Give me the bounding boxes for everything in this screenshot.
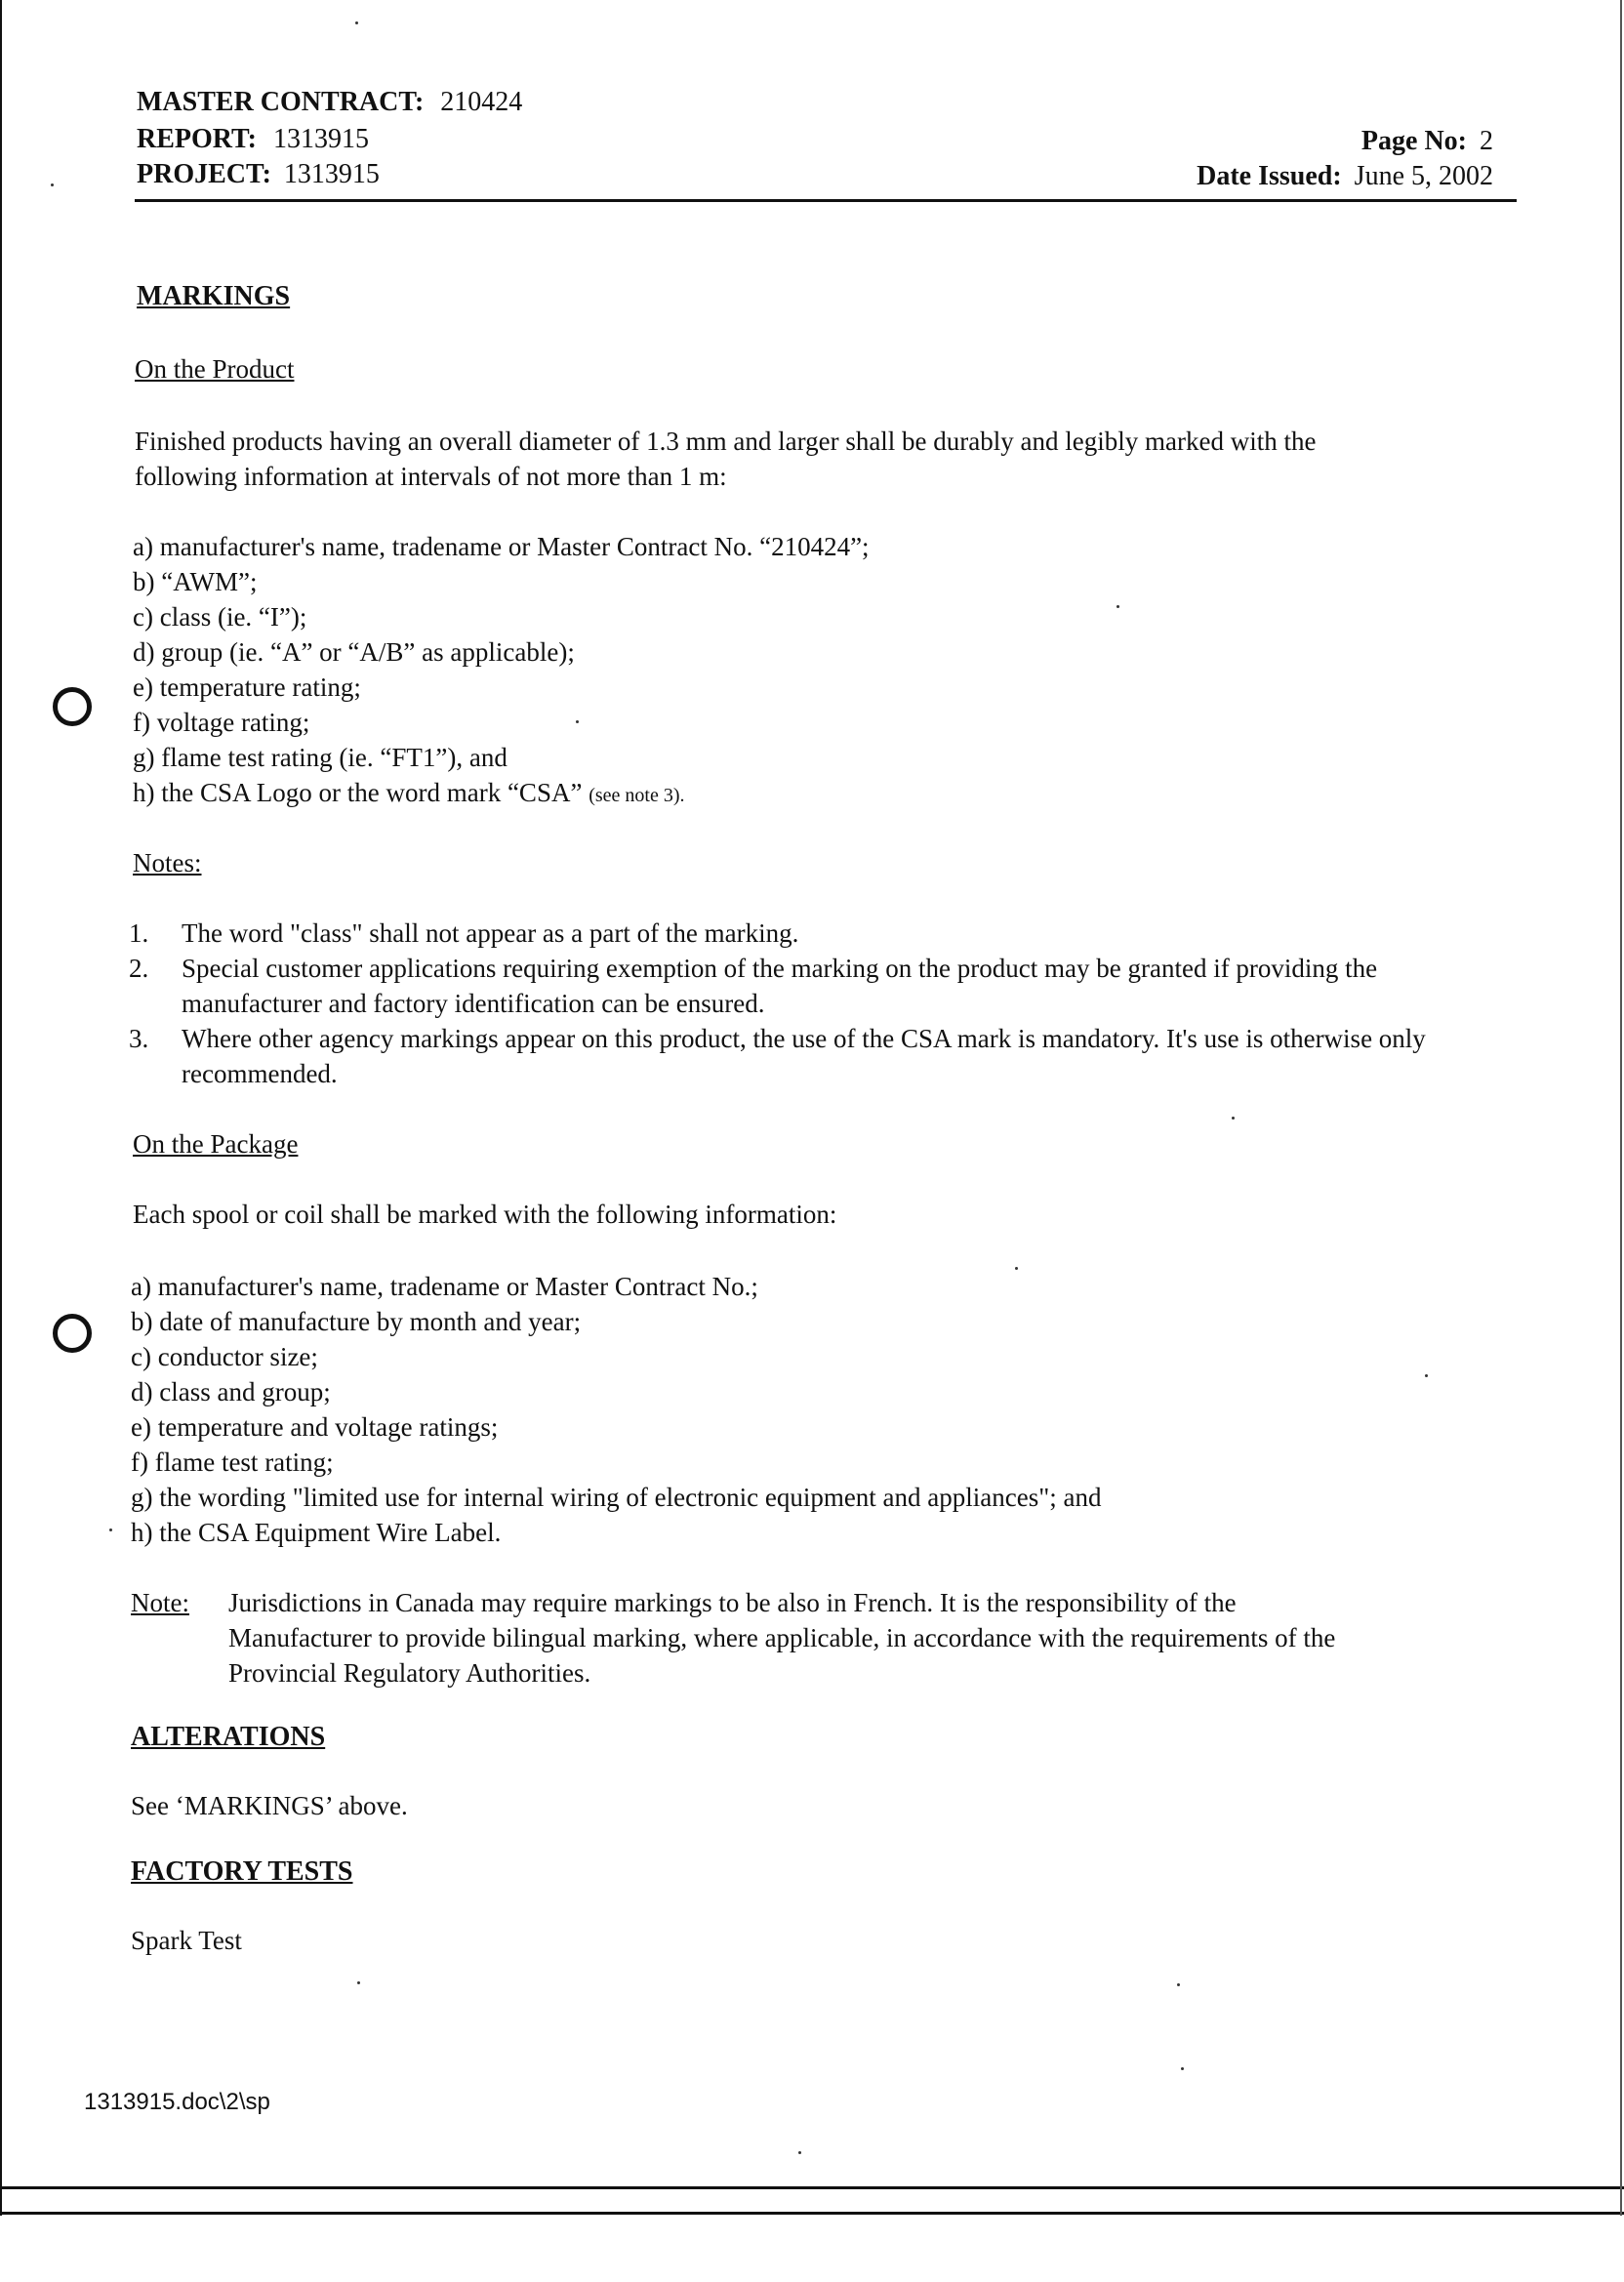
page-number-line bbox=[1361, 123, 1493, 160]
package-heading: On the Package bbox=[133, 1129, 299, 1159]
product-intro-1: Finished products having an overall diameter of 1.3 mm and larger shall be durably and legibly marked with the bbox=[135, 427, 1317, 456]
list-item: d) class and group; bbox=[131, 1377, 331, 1406]
factory-tests-title: FACTORY TESTS bbox=[131, 1856, 353, 1887]
scan-speck bbox=[1177, 1983, 1180, 1986]
scan-speck bbox=[1425, 1374, 1428, 1377]
markings-title: MARKINGS bbox=[137, 281, 291, 311]
scan-speck bbox=[357, 1981, 360, 1984]
page-label: Page No: bbox=[1360, 126, 1467, 156]
scan-speck bbox=[1232, 1117, 1235, 1120]
alterations-text: See ‘MARKINGS’ above. bbox=[131, 1791, 408, 1820]
project-line bbox=[137, 156, 380, 193]
package-note-label: Note: bbox=[131, 1588, 189, 1617]
header-rule bbox=[135, 199, 1517, 202]
scan-speck bbox=[1015, 1267, 1018, 1270]
list-item: a) manufacturer's name, tradename or Master Contract No.; bbox=[131, 1272, 758, 1301]
package-note-text-1: Jurisdictions in Canada may require markings to be also in French. It is the responsibility of the bbox=[228, 1588, 1237, 1617]
footer-rule-bottom bbox=[0, 2212, 1624, 2215]
scan-speck bbox=[798, 2151, 801, 2154]
master-contract-line bbox=[137, 84, 522, 121]
date-issued-line bbox=[1197, 158, 1493, 195]
list-item: a) manufacturer's name, tradename or Master Contract No. “210424”; bbox=[133, 532, 870, 561]
package-note-text-2: Manufacturer to provide bilingual marking, where applicable, in accordance with the requirements of the bbox=[228, 1623, 1336, 1652]
list-item bbox=[133, 775, 684, 813]
package-note-text-3: Provincial Regulatory Authorities. bbox=[228, 1658, 591, 1688]
list-item: g) the wording "limited use for internal wiring of electronic equipment and appliances"; and bbox=[131, 1483, 1102, 1512]
list-item: b) date of manufacture by month and year; bbox=[131, 1307, 582, 1336]
product-heading: On the Product bbox=[135, 354, 295, 384]
note-number: 2. bbox=[129, 954, 149, 983]
list-item: g) flame test rating (ie. “FT1”), and bbox=[133, 743, 508, 772]
list-item: c) conductor size; bbox=[131, 1342, 318, 1371]
scan-speck bbox=[51, 183, 54, 186]
note-number: 1. bbox=[129, 918, 149, 948]
master-contract-value: 210424 bbox=[440, 87, 523, 117]
date-label: Date Issued: bbox=[1197, 161, 1342, 191]
see-note-ref: (see note 3). bbox=[589, 785, 685, 806]
hole-punch-circle bbox=[53, 1314, 92, 1353]
page-right-edge bbox=[1620, 0, 1622, 2216]
list-item: h) the CSA Equipment Wire Label. bbox=[131, 1518, 502, 1547]
package-intro: Each spool or coil shall be marked with the following information: bbox=[133, 1200, 837, 1229]
hole-punch-circle bbox=[53, 687, 92, 726]
list-item: f) flame test rating; bbox=[131, 1447, 334, 1477]
scan-speck bbox=[355, 21, 358, 24]
note-text: Where other agency markings appear on this product, the use of the CSA mark is mandatory. It's use is otherwise only recommended. bbox=[182, 1024, 1426, 1088]
scan-speck bbox=[109, 1528, 112, 1531]
note-number: 3. bbox=[129, 1024, 149, 1053]
list-item: f) voltage rating; bbox=[133, 708, 310, 737]
product-intro-2: following information at intervals of not more than 1 m: bbox=[135, 462, 727, 491]
project-label: PROJECT: bbox=[137, 159, 271, 189]
note-text: Special customer applications requiring exemption of the marking on the product may be granted if providing the manufacturer and factory identification can be ensured. bbox=[182, 954, 1378, 1018]
page-value: 2 bbox=[1480, 126, 1493, 156]
list-item: d) group (ie. “A” or “A/B” as applicable); bbox=[133, 637, 575, 667]
scan-speck bbox=[1116, 605, 1119, 608]
scan-speck bbox=[1181, 2067, 1184, 2070]
list-item: e) temperature and voltage ratings; bbox=[131, 1412, 499, 1442]
report-line bbox=[137, 121, 369, 158]
scan-speck bbox=[576, 720, 579, 723]
list-item: b) “AWM”; bbox=[133, 567, 258, 596]
project-value: 1313915 bbox=[283, 159, 380, 189]
master-contract-label: MASTER CONTRACT: bbox=[137, 87, 425, 117]
notes-heading: Notes: bbox=[133, 848, 202, 877]
factory-tests-text: Spark Test bbox=[131, 1926, 242, 1955]
alterations-title: ALTERATIONS bbox=[131, 1722, 326, 1752]
list-item: c) class (ie. “I”); bbox=[133, 602, 307, 632]
list-item-text: h) the CSA Logo or the word mark “CSA” bbox=[133, 778, 583, 807]
date-value: June 5, 2002 bbox=[1354, 161, 1493, 191]
report-label: REPORT: bbox=[137, 124, 257, 154]
report-value: 1313915 bbox=[272, 124, 369, 154]
file-reference: 1313915.doc\2\sp bbox=[84, 2089, 270, 2115]
note-text: The word "class" shall not appear as a part of the marking. bbox=[182, 918, 799, 948]
list-item: e) temperature rating; bbox=[133, 672, 361, 702]
footer-rule-top bbox=[0, 2186, 1624, 2189]
page-left-edge bbox=[0, 0, 2, 2216]
